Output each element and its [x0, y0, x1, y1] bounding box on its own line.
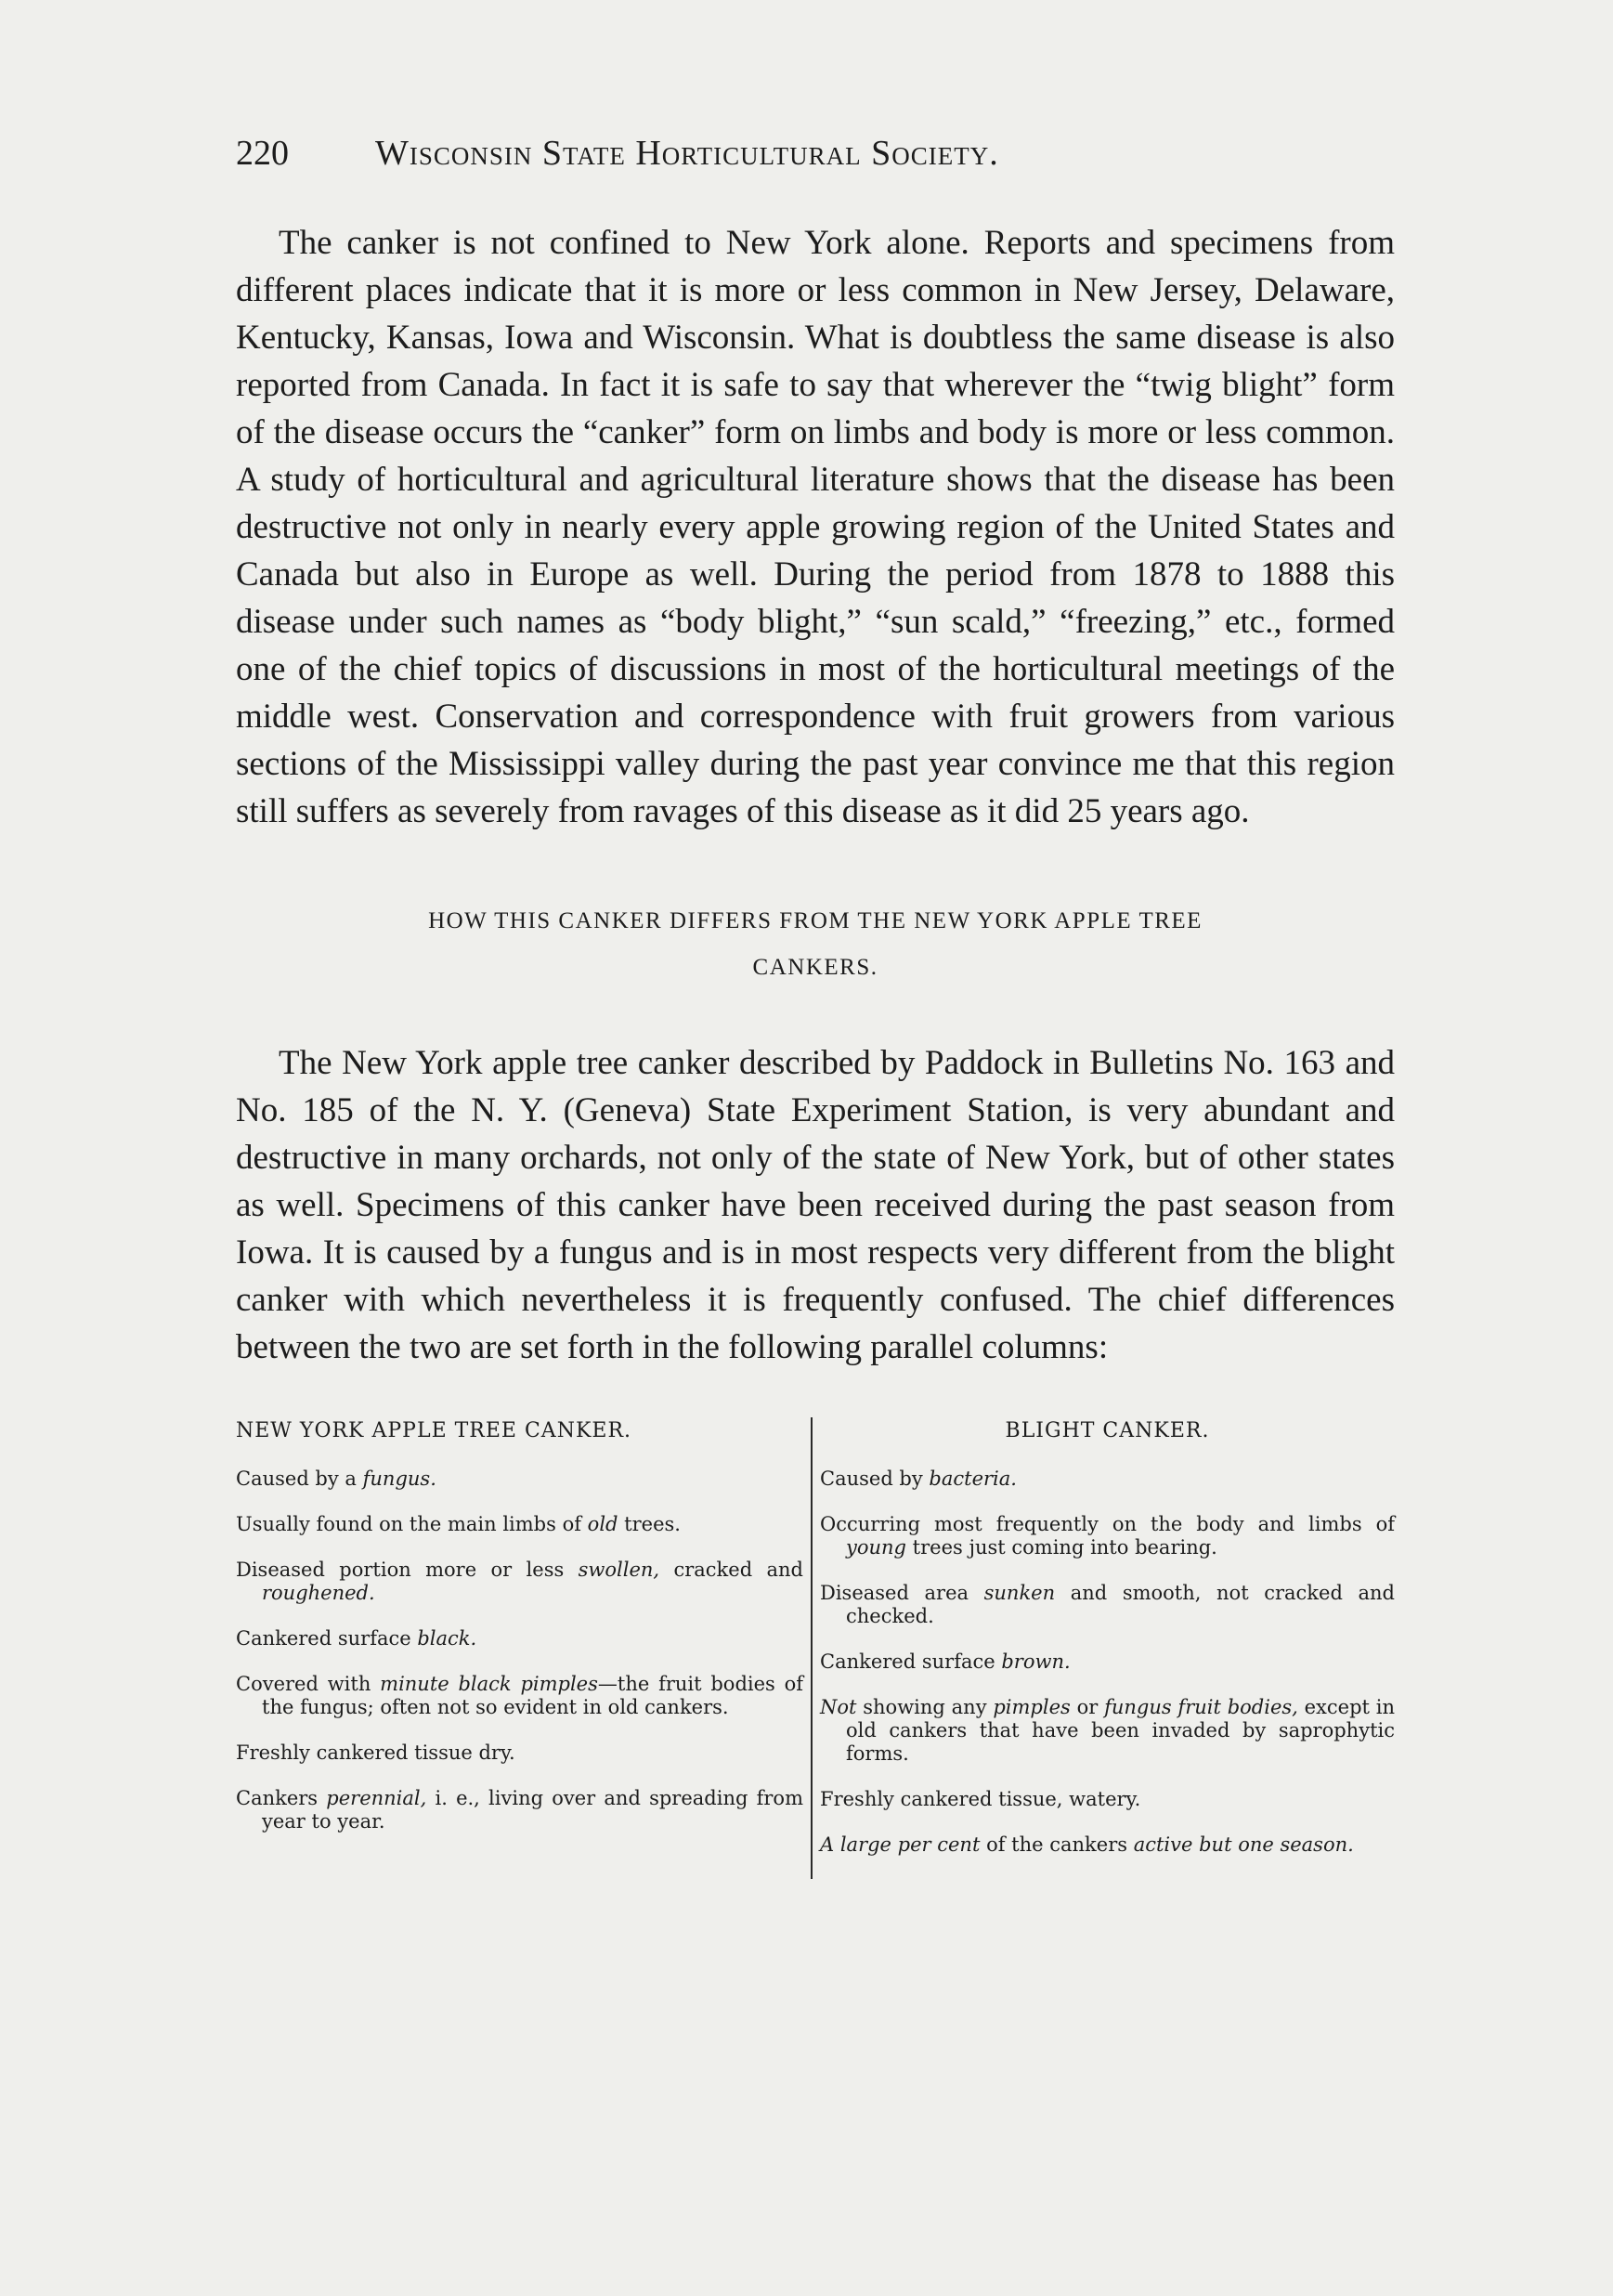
left-entries [236, 1468, 803, 1833]
entry-text: trees just coming into bearing. [906, 1536, 1217, 1559]
italic-term: young [846, 1536, 906, 1559]
entry-text: Cankered surface [236, 1627, 418, 1650]
paragraph-new-york-canker: The New York apple tree canker described by Paddock in Bulletins No. 163 and No. 185 of the N. Y. (Geneva) State Experiment Station, is very abundant and destructive in many orchards, not only of the state of New York, but of other states as well. Specimens of this canker have been received during the past season from Iowa. It is caused by a fungus and is in most respects very different from the blight canker with which nevertheless it is frequently confused. The chief differences between the two are set forth in the following parallel columns: [236, 1044, 1395, 1366]
section-heading-line-1: HOW THIS CANKER DIFFERS FROM THE NEW YORK APPLE TREE [428, 908, 1203, 933]
column-blight-canker [813, 1417, 1395, 1879]
entry-text: trees. [618, 1513, 681, 1535]
right-entries [820, 1468, 1395, 1857]
entry-text: Cankered surface [820, 1650, 1002, 1673]
journal-title: Wisconsin State Horticultural Society. [375, 134, 999, 173]
blight-canker-entry [820, 1833, 1395, 1857]
entry-text: of the cankers [980, 1833, 1134, 1856]
entry-text: showing any [856, 1696, 994, 1718]
italic-term: old [587, 1513, 618, 1535]
document-page [236, 130, 1395, 1879]
entry-text: Caused by a [236, 1468, 363, 1490]
entry-text: cracked and [659, 1559, 803, 1581]
entry-text: or [1070, 1696, 1105, 1718]
new-york-canker-entry [236, 1787, 803, 1833]
paragraph-canker-distribution: The canker is not confined to New York alone. Reports and specimens from different places indicate that it is more or less common in New Jersey, Delaware, Kentucky, Kansas, Iowa and Wisconsin. What is doubtless the same disease is also reported from Canada. In fact it is safe to say that wherever the “twig blight” form of the disease occurs the “canker” form on limbs and body is more or less common. A study of horticultural and agricultural literature shows that the disease has been destructive not only in nearly every apple growing region of the United States and Canada but also in Europe as well. During the period from 1878 to 1888 this disease under such names as “body blight,” “sun scald,” “freezing,” etc., formed one of the chief topics of discussions in most of the horticultural meetings of the middle west. Conservation and correspondence with fruit growers from various sections of the Mississippi valley during the past year convince me that this region still suffers as severely from ravages of this disease as it did 25 years ago. [236, 224, 1395, 830]
italic-term: minute black pimples [380, 1673, 598, 1695]
blight-canker-entry [820, 1650, 1395, 1674]
column-heading-blight: BLIGHT CANKER. [1005, 1419, 1210, 1442]
column-heading-new-york: NEW YORK APPLE TREE CANKER. [236, 1419, 631, 1442]
entry-text: Usually found on the main limbs of [236, 1513, 588, 1535]
italic-term: perennial, [326, 1787, 427, 1809]
italic-term: pimples [993, 1696, 1071, 1718]
blight-canker-entry [820, 1582, 1395, 1628]
entry-text: Occurring most frequently on the body and limbs of [820, 1513, 1395, 1535]
comparison-table [236, 1417, 1395, 1879]
italic-term: sunken [983, 1582, 1056, 1604]
new-york-canker-entry [236, 1673, 803, 1719]
blight-canker-entry [820, 1468, 1395, 1491]
running-head [236, 130, 1395, 176]
entry-text: Caused by [820, 1468, 930, 1490]
entry-text: Diseased portion more or less [236, 1559, 579, 1581]
entry-text: Freshly cankered tissue, watery. [820, 1788, 1141, 1810]
entry-text: Diseased area [820, 1582, 984, 1604]
section-heading-line-2: CANKERS. [752, 955, 878, 980]
new-york-canker-entry [236, 1559, 803, 1605]
blight-canker-entry [820, 1788, 1395, 1811]
italic-term: bacteria. [929, 1468, 1017, 1490]
entry-text: Freshly cankered tissue dry. [236, 1742, 515, 1764]
italic-term: fungus fruit bodies, [1104, 1696, 1298, 1718]
page-number: 220 [236, 134, 289, 173]
entry-text: Covered with [236, 1673, 381, 1695]
section-heading [236, 898, 1395, 991]
italic-term: brown. [1001, 1650, 1071, 1673]
blight-canker-entry [820, 1513, 1395, 1559]
italic-term: roughened. [262, 1582, 375, 1604]
entry-text: i. e., living over and spreading from year to year. [262, 1787, 803, 1833]
entry-text: Cankers [236, 1787, 327, 1809]
entry-text: and smooth, not cracked and checked. [846, 1582, 1395, 1627]
italic-term: Not [820, 1696, 857, 1718]
blight-canker-entry [820, 1696, 1395, 1766]
column-new-york-canker [236, 1417, 813, 1879]
entry-text: —the fruit bodies of the fungus; often not so evident in old cankers. [262, 1673, 804, 1718]
italic-term: A large per cent [820, 1833, 981, 1856]
new-york-canker-entry [236, 1468, 803, 1491]
italic-term: swollen, [578, 1559, 660, 1581]
new-york-canker-entry [236, 1627, 803, 1650]
italic-term: active but one season. [1133, 1833, 1354, 1856]
italic-term: black. [417, 1627, 477, 1650]
new-york-canker-entry [236, 1742, 803, 1765]
new-york-canker-entry [236, 1513, 803, 1536]
italic-term: fungus. [362, 1468, 436, 1490]
entry-text: except in old cankers that have been invaded by saprophytic forms. [846, 1696, 1395, 1765]
